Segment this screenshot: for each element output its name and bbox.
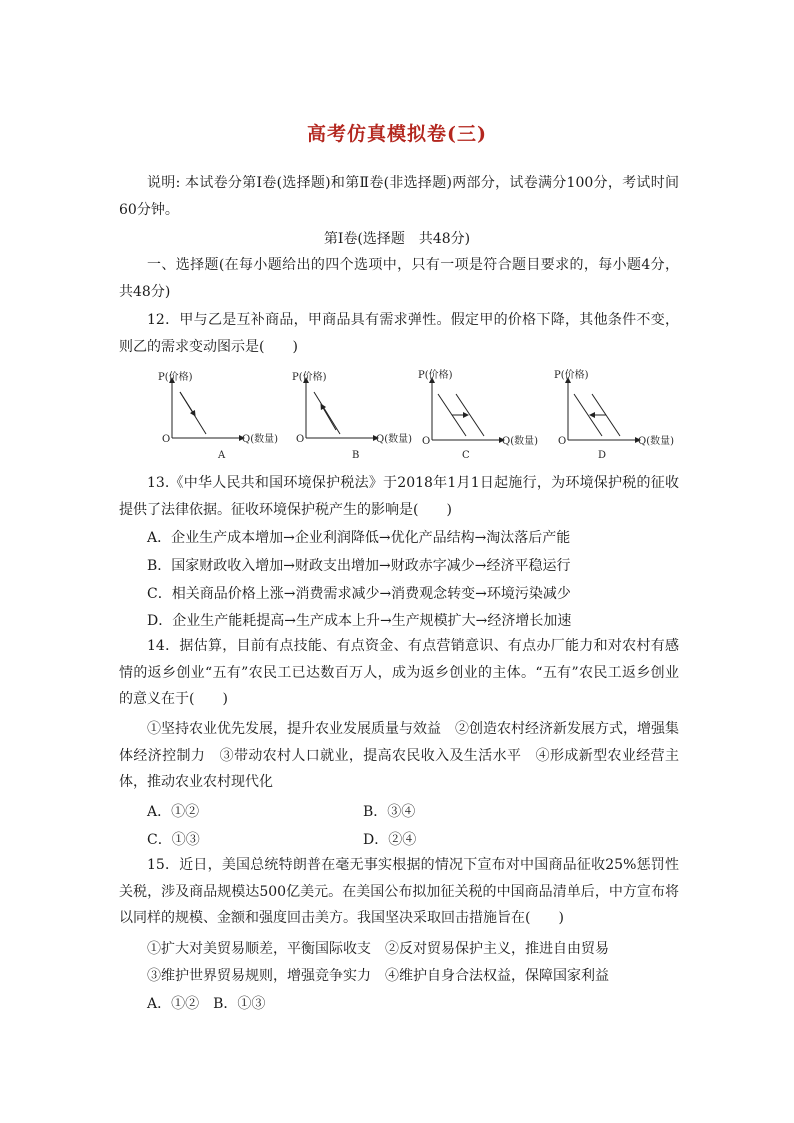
exam-title: 高考仿真模拟卷(三) (307, 123, 487, 145)
question-14-option-d[interactable]: D．②④ (363, 832, 417, 848)
question-13-stem: 13.《中华人民共和国环境保护税法》于2018年1月1日起施行，为环境保护税的征收提供了法律依据。征收环境保护税产生的影响是( ) (119, 475, 679, 518)
question-14-stem: 14．据估算，目前有点技能、有点资金、有点营销意识、有点办厂能力和对农村有感情的返乡创业“五有”农民工已达数百万人，成为返乡创业的主体。“五有”农民工返乡创业的意义在于( ) (119, 638, 679, 707)
origin-label: O (296, 434, 305, 445)
question-14-option-a[interactable]: A．①② (147, 804, 200, 820)
graph-label: D (598, 450, 607, 461)
y-axis-label: P(价格) (554, 370, 589, 381)
question-15-stem: 15．近日，美国总统特朗普在毫无事实根据的情况下宣布对中国商品征收25%惩罚性关税，涉及商品规模达500亿美元。在美国公布拟加征关税的中国商品清单后，中方宣布将以同样的规模、金额和强度回击美方。我国坚决采取回击措施旨在( ) (119, 857, 679, 926)
graph-label: C (462, 450, 470, 461)
x-axis-label: Q(数量) (502, 436, 539, 447)
y-axis-label: P(价格) (292, 372, 327, 383)
question-14-option-c[interactable]: C．①③ (147, 832, 200, 848)
movement-arrow (180, 392, 194, 414)
graph-d (554, 364, 688, 466)
question-14-option-b[interactable]: B．③④ (363, 804, 416, 820)
question-15-statements-2: ③维护世界贸易规则，增强竞争实力 ④维护自身合法权益，保障国家利益 (147, 968, 609, 984)
exam-instructions: 说明: 本试卷分第Ⅰ卷(选择题)和第Ⅱ卷(非选择题)两部分，试卷满分100分，考试时间60分钟。 (119, 175, 679, 218)
part-instruction: 一、选择题(在每小题给出的四个选项中，只有一项是符合题目要求的，每小题4分，共48分) (119, 257, 679, 300)
x-axis-label: Q(数量) (638, 436, 675, 447)
question-14-statements: ①坚持农业优先发展，提升农业发展质量与效益 ②创造农村经济新发展方式，增强集体经济控制力 ③带动农村人口就业，提高农民收入及生活水平 ④形成新型农业经营主体，推动农业农村现代化 (119, 721, 679, 790)
question-13-option-a[interactable]: A．企业生产成本增加→企业利润降低→优化产品结构→淘汰落后产能 (147, 530, 571, 546)
origin-label: O (558, 436, 567, 447)
graph-label: A (218, 450, 226, 461)
question-12-stem: 12．甲与乙是互补商品，甲商品具有需求弹性。假定甲的价格下降，其他条件不变，则乙的需求变动图示是( ) (119, 312, 679, 355)
question-13-option-b[interactable]: B．国家财政收入增加→财政支出增加→财政赤字减少→经济平稳运行 (147, 558, 571, 574)
y-axis-label: P(价格) (158, 372, 193, 383)
origin-label: O (162, 434, 171, 445)
graph-a (150, 366, 280, 466)
movement-arrow (322, 406, 336, 430)
y-axis-label: P(价格) (418, 370, 453, 381)
demand-curve (314, 392, 340, 434)
question-13-option-d[interactable]: D．企业生产能耗提高→生产成本上升→生产规模扩大→经济增长加速 (147, 613, 572, 629)
x-axis-label: Q(数量) (376, 434, 413, 445)
section-heading: 第Ⅰ卷(选择题 共48分) (323, 231, 471, 247)
question-15-options[interactable]: A．①② B．①③ (147, 996, 266, 1012)
graph-b (284, 366, 414, 466)
question-15-statements-1: ①扩大对美贸易顺差，平衡国际收支 ②反对贸易保护主义，推进自由贸易 (147, 941, 609, 957)
x-axis-label: Q(数量) (242, 434, 279, 445)
origin-label: O (422, 436, 431, 447)
graph-c (418, 364, 552, 466)
graph-label: B (352, 450, 360, 461)
question-13-option-c[interactable]: C．相关商品价格上涨→消费需求减少→消费观念转变→环境污染减少 (147, 586, 571, 602)
